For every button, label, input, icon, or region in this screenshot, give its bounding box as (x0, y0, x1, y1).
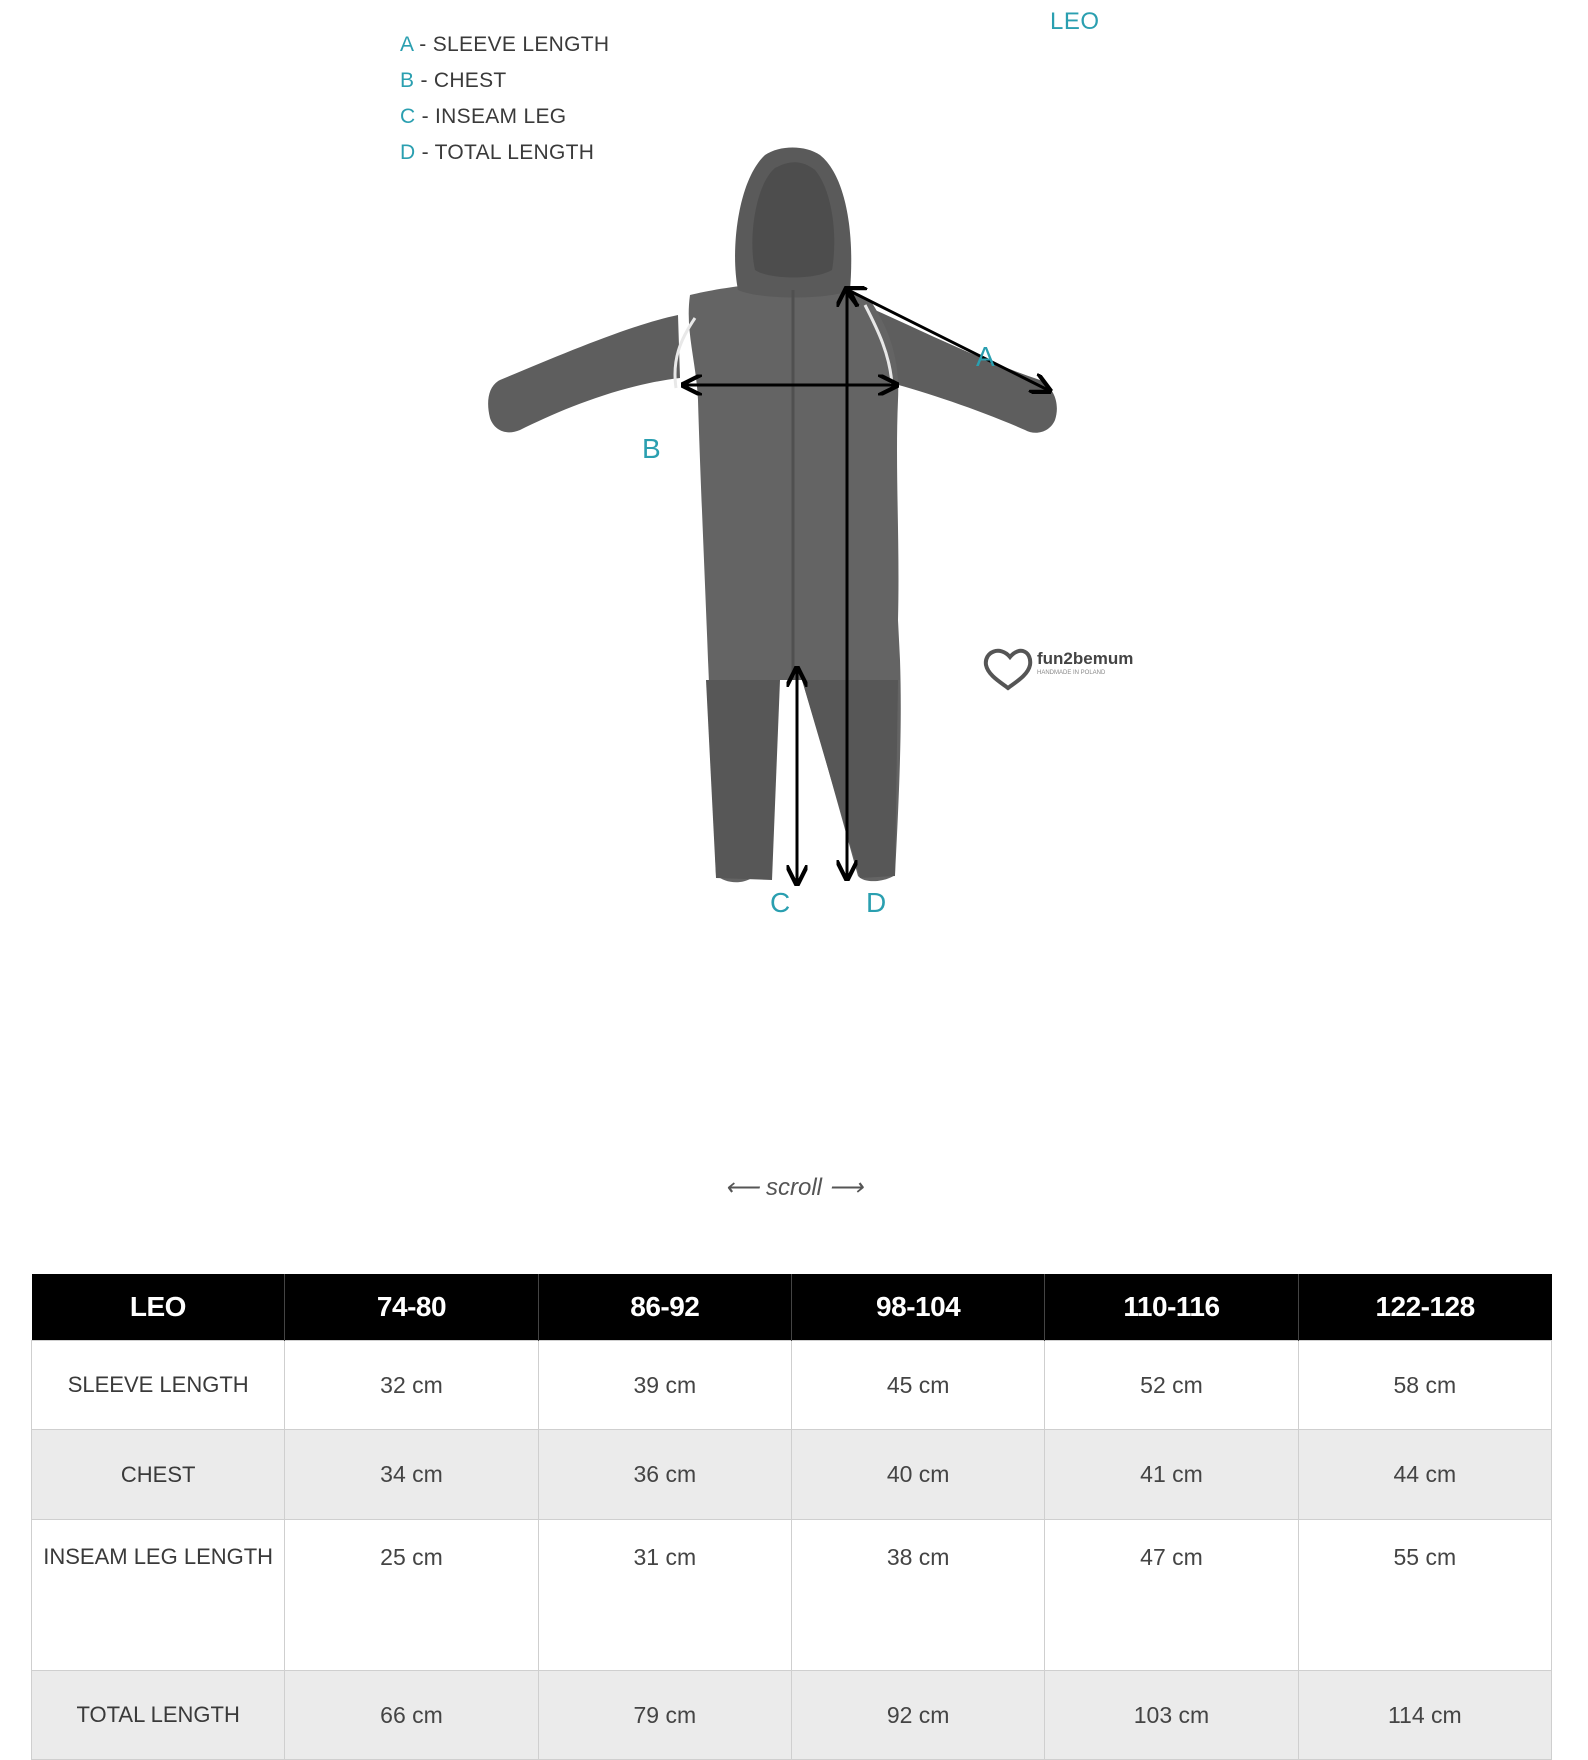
legend-label: - SLEEVE LENGTH (413, 33, 610, 56)
table-cell: 40 cm (791, 1430, 1044, 1520)
table-cell: 92 cm (791, 1671, 1044, 1760)
scroll-hint: ⟵ scroll ⟶ (724, 1174, 864, 1201)
logo-tagline: HANDMADE IN POLAND (1037, 670, 1106, 676)
table-cell: 55 cm (1298, 1520, 1551, 1671)
table-header-cell: 122-128 (1298, 1274, 1551, 1341)
legend-letter: C (400, 105, 416, 128)
legend-item-a (400, 30, 609, 66)
legend-label: - CHEST (414, 69, 507, 92)
table-cell: 52 cm (1045, 1341, 1298, 1430)
table-cell: 103 cm (1045, 1671, 1298, 1760)
knee-patch-right (802, 680, 898, 878)
table-cell: 44 cm (1298, 1430, 1551, 1520)
label-b: B (642, 433, 661, 464)
table-header-cell: 86-92 (538, 1274, 791, 1341)
row-label: CHEST (32, 1430, 285, 1520)
table-cell: 47 cm (1045, 1520, 1298, 1671)
table-cell: 41 cm (1045, 1430, 1298, 1520)
table-cell: 34 cm (285, 1430, 538, 1520)
legend-label: - TOTAL LENGTH (415, 141, 595, 164)
table-row (32, 1520, 1552, 1671)
table-cell: 38 cm (791, 1520, 1044, 1671)
row-label: INSEAM LEG LENGTH (32, 1520, 285, 1671)
snowsuit-diagram (480, 140, 1140, 930)
table-row (32, 1341, 1552, 1430)
table-cell: 79 cm (538, 1671, 791, 1760)
legend-label: - INSEAM LEG (415, 105, 567, 128)
table-cell: 32 cm (285, 1341, 538, 1430)
size-chart-table (31, 1274, 1552, 1760)
heart-icon (986, 651, 1030, 688)
product-title: LEO (1050, 8, 1100, 35)
logo-name: fun2bemum (1037, 649, 1134, 668)
knee-patch-left (706, 680, 780, 880)
table-cell: 45 cm (791, 1341, 1044, 1430)
table-header-row (32, 1274, 1552, 1341)
table-header-cell: 98-104 (791, 1274, 1044, 1341)
table-cell: 25 cm (285, 1520, 538, 1671)
table-header-cell: LEO (32, 1274, 285, 1341)
right-sleeve (875, 310, 1057, 433)
table-cell: 66 cm (285, 1671, 538, 1760)
table-row (32, 1430, 1552, 1520)
table-cell: 39 cm (538, 1341, 791, 1430)
label-a: A (976, 341, 995, 372)
label-c: C (770, 887, 791, 918)
left-sleeve (488, 315, 680, 432)
table-cell: 58 cm (1298, 1341, 1551, 1430)
row-label: TOTAL LENGTH (32, 1671, 285, 1760)
legend-item-c (400, 102, 609, 138)
garment-illustration (480, 140, 1140, 930)
table-row (32, 1671, 1552, 1760)
legend-letter: A (400, 33, 414, 56)
label-d: D (866, 887, 887, 918)
table-cell: 31 cm (538, 1520, 791, 1671)
legend-item-b (400, 66, 609, 102)
legend-letter: D (400, 141, 416, 164)
row-label: SLEEVE LENGTH (32, 1341, 285, 1430)
fun2bemum-logo (986, 649, 1134, 688)
table-header-cell: 74-80 (285, 1274, 538, 1341)
table-cell: 114 cm (1298, 1671, 1551, 1760)
legend-letter: B (400, 69, 415, 92)
table-cell: 36 cm (538, 1430, 791, 1520)
table-header-cell: 110-116 (1045, 1274, 1298, 1341)
